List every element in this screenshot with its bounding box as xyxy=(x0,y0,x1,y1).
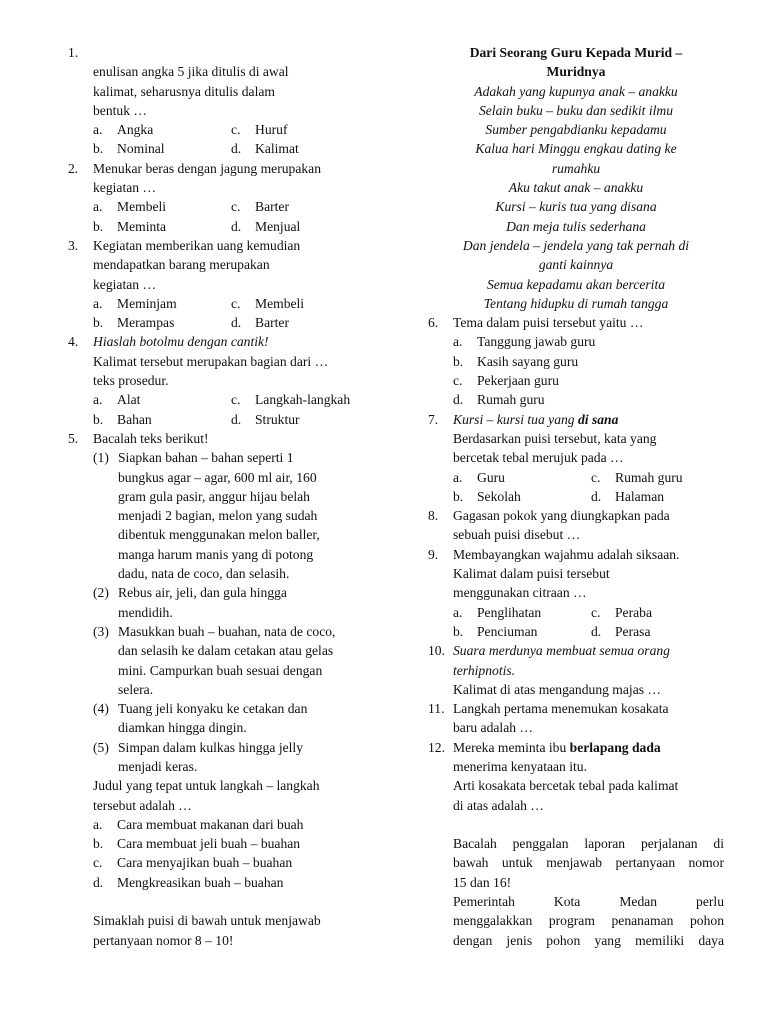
poem-line: Tentang hidupku di rumah tangga xyxy=(483,295,669,311)
question-10 xyxy=(428,641,724,699)
option-a: a. Angka xyxy=(93,122,154,138)
question-text: bentuk … xyxy=(93,102,147,118)
question-number: 2. xyxy=(68,160,79,176)
poem-line: Aku takut anak – anakku xyxy=(508,180,644,196)
option-b: b. Merampas xyxy=(93,315,175,331)
question-text: baru adalah … xyxy=(453,720,534,736)
options xyxy=(453,603,724,642)
option-a: a. Tanggung jawab guru xyxy=(453,334,596,350)
poem-line: ganti kainnya xyxy=(538,257,614,273)
question-11 xyxy=(428,699,724,738)
poem-line: Kalua hari Minggu engkau dating ke xyxy=(475,141,677,157)
question-text: Tema dalam puisi tersebut yaitu … xyxy=(453,315,644,331)
question-number: 10. xyxy=(428,643,445,659)
option-b: b. Kasih sayang guru xyxy=(453,353,579,369)
question-number: 3. xyxy=(68,237,79,253)
question-9 xyxy=(428,545,724,641)
question-text: Kalimat tersebut merupakan bagian dari … xyxy=(93,353,329,369)
option-c: c. Cara menyajikan buah – buahan xyxy=(93,855,293,871)
options xyxy=(93,197,368,236)
question-text: tersebut adalah … xyxy=(93,797,192,813)
question-text: menggunakan citraan … xyxy=(453,585,587,601)
poem-line: Dan jendela – jendela yang tak pernah di xyxy=(462,237,690,253)
question-12 xyxy=(428,738,724,950)
option-c: c. Huruf xyxy=(231,122,288,138)
poem-line: Semua kepadamu akan bercerita xyxy=(486,276,666,292)
question-text: bercetak tebal merujuk pada … xyxy=(453,450,624,466)
question-number: 9. xyxy=(428,546,439,562)
option-b: b. Meminta xyxy=(93,218,167,234)
procedure-step: (2) Rebus air, jeli, dan gula hingga mendidih. xyxy=(93,585,287,620)
question-text: Menukar beras dengan jagung merupakan xyxy=(93,160,321,176)
example-sentence: Suara merdunya membuat semua orang xyxy=(453,643,670,659)
question-text: Arti kosakata bercetak tebal pada kalimat xyxy=(453,778,679,794)
option-a: a. Membeli xyxy=(93,199,167,215)
poem-line: Adakah yang kupunya anak – anakku xyxy=(474,83,678,99)
option-d: d. Struktur xyxy=(231,411,300,427)
question-number: 6. xyxy=(428,315,439,331)
question-text: sebuah puisi disebut … xyxy=(453,527,581,543)
question-text: menerima kenyataan itu. xyxy=(453,758,587,774)
procedure-step: (1) Siapkan bahan – bahan seperti 1 bungkus agar – agar, 600 ml air, 160 gram gula pasir, anggur hijau belah menjadi 2 bagian, melon yang sudah dibentuk menggunakan melon baller, manga harum manis yang di potong dadu, nata de coco, dan selasih. xyxy=(93,450,320,582)
option-a: a. Alat xyxy=(93,392,141,408)
option-d: d. Perasa xyxy=(591,623,651,639)
option-b: b. Nominal xyxy=(93,141,165,157)
question-1 xyxy=(68,43,368,159)
question-text: kegiatan … xyxy=(93,276,157,292)
option-d: d. Menjual xyxy=(231,218,301,234)
question-8 xyxy=(428,506,724,545)
question-text: Judul yang tepat untuk langkah – langkah xyxy=(93,778,320,794)
question-text: Kegiatan memberikan uang kemudian xyxy=(93,237,301,253)
question-text: Langkah pertama menemukan kosakata xyxy=(453,701,669,717)
option-b: b. Penciuman xyxy=(453,623,538,639)
right-column xyxy=(428,43,724,950)
poem-instruction: Simaklah puisi di bawah untuk menjawab xyxy=(93,913,321,929)
question-text: Kalimat dalam puisi tersebut xyxy=(453,566,610,582)
option-d: d. Halaman xyxy=(591,488,665,504)
question-number: 12. xyxy=(428,739,445,755)
report-text: Pemerintah Kota Medan perlu menggalakkan program penanaman pohon dengan jenis pohon yang memiliki daya xyxy=(453,894,724,948)
question-text: teks prosedur. xyxy=(93,373,169,389)
question-text: kalimat, seharusnya ditulis dalam xyxy=(93,83,275,99)
left-column xyxy=(68,43,368,950)
poem-body xyxy=(428,82,724,314)
poem-line: Kursi – kuris tua yang disana xyxy=(495,199,657,215)
question-text: Gagasan pokok yang diungkapkan pada xyxy=(453,508,670,524)
option-b: b. Cara membuat jeli buah – buahan xyxy=(93,836,301,852)
option-c: c. Barter xyxy=(231,199,289,215)
report-instruction: Bacalah penggalan laporan perjalanan di bawah untuk menjawab pertanyaan nomor 15 dan 16! xyxy=(453,836,724,890)
question-text: mendapatkan barang merupakan xyxy=(93,257,270,273)
example-sentence: Mereka meminta ibu berlapang dada xyxy=(453,739,661,755)
question-text: Berdasarkan puisi tersebut, kata yang xyxy=(453,430,657,446)
option-b: b. Sekolah xyxy=(453,488,521,504)
option-d: d. Rumah guru xyxy=(453,392,545,408)
options xyxy=(93,294,368,333)
option-c: c. Langkah-langkah xyxy=(231,392,351,408)
poem-line: rumahku xyxy=(551,160,601,176)
option-a: a. Meminjam xyxy=(93,295,177,311)
question-number: 1. xyxy=(68,45,79,60)
question-number: 7. xyxy=(428,411,439,427)
question-number: 8. xyxy=(428,508,439,524)
question-text: Membayangkan wajahmu adalah siksaan. xyxy=(453,546,680,562)
option-c: c. Peraba xyxy=(591,604,652,620)
option-c: c. Pekerjaan guru xyxy=(453,373,559,389)
example-sentence: Kursi – kursi tua yang di sana xyxy=(453,411,619,427)
question-intro: Bacalah teks berikut! xyxy=(93,430,209,446)
poem-line: Sumber pengabdianku kepadamu xyxy=(485,122,667,138)
option-c: c. Rumah guru xyxy=(591,469,683,485)
question-text: di atas adalah … xyxy=(453,797,544,813)
options xyxy=(453,468,724,507)
option-a: a. Guru xyxy=(453,469,505,485)
question-7 xyxy=(428,410,724,506)
question-text: kegiatan … xyxy=(93,180,157,196)
option-d: d. Barter xyxy=(231,315,289,331)
option-d: d. Mengkreasikan buah – buahan xyxy=(93,874,284,890)
option-a: a. Cara membuat makanan dari buah xyxy=(93,816,304,832)
poem-line: Selain buku – buku dan sedikit ilmu xyxy=(478,102,674,118)
options xyxy=(93,390,368,429)
question-5 xyxy=(68,429,368,950)
question-3 xyxy=(68,236,368,332)
example-sentence: terhipnotis. xyxy=(453,662,516,678)
option-a: a. Penglihatan xyxy=(453,604,542,620)
example-sentence: Hiaslah botolmu dengan cantik! xyxy=(93,334,269,350)
question-number: 5. xyxy=(68,430,79,446)
poem-line: Dan meja tulis sederhana xyxy=(506,218,646,234)
question-number: 4. xyxy=(68,334,79,350)
option-d: d. Kalimat xyxy=(231,141,299,157)
option-b: b. Bahan xyxy=(93,411,152,427)
poem-title: Dari Seorang Guru Kepada Murid – Muridnya xyxy=(469,45,683,80)
question-number: 11. xyxy=(428,701,445,717)
procedure-step: (4) Tuang jeli konyaku ke cetakan dan diamkan hingga dingin. xyxy=(93,701,308,736)
question-4 xyxy=(68,332,368,428)
question-text: enulisan angka 5 jika ditulis di awal xyxy=(93,64,289,80)
option-c: c. Membeli xyxy=(231,295,305,311)
question-text: Kalimat di atas mengandung majas … xyxy=(453,681,662,697)
question-2 xyxy=(68,159,368,236)
question-6 xyxy=(428,313,724,409)
poem-instruction: pertanyaan nomor 8 – 10! xyxy=(93,932,234,948)
options xyxy=(93,120,368,159)
procedure-step: (3) Masukkan buah – buahan, nata de coco, dan selasih ke dalam cetakan atau gelas mini. Campurkan buah sesuai dengan selera. xyxy=(93,623,336,697)
procedure-step: (5) Simpan dalam kulkas hingga jelly menjadi keras. xyxy=(93,739,303,774)
